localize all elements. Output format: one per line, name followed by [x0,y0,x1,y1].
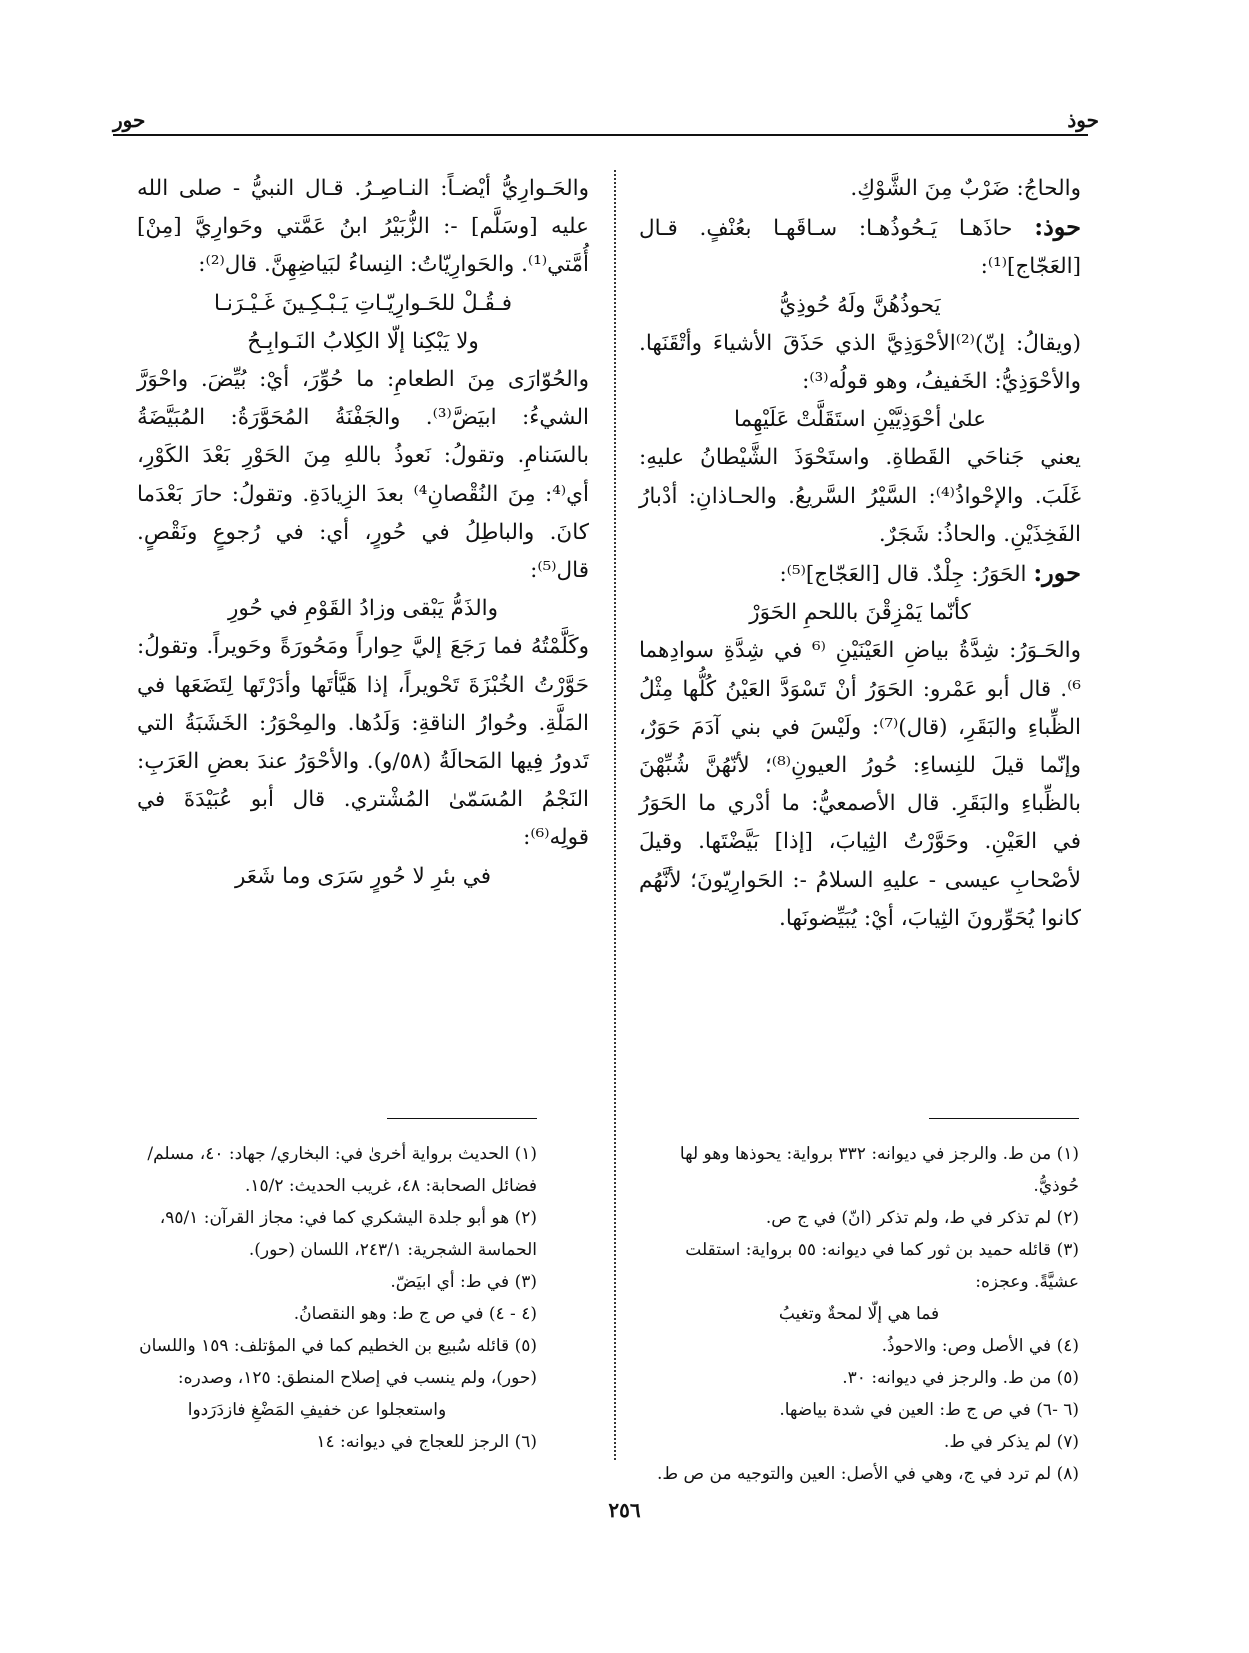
left-text-column [137,170,589,896]
footnote: (٨) لم ترد في ج، وهي في الأصل: العين والتوجيه من ص ط. [657,1464,1079,1484]
footnote: (٣) قائله حميد بن ثور كما في ديوانه: ٥٥ برواية: استقلت عشيَّةً. وعجزه: [685,1240,1079,1292]
verse-line: علىٰ أحْوَذِيَّيْنِ استَقَلَّتْ عَلَيْهِما [733,407,987,433]
column-separator [614,170,616,1460]
footnote: (٧) لم يذكر في ط. [943,1432,1079,1452]
entry-text: حاذَهـا يَـحُوذُهـا: سـاقَهـا بعُنْفٍ. قـال [العَجّاج]⁽¹⁾: [639,216,1081,280]
verse-line: فـقُـلْ للحَـوارِيّـاتِ يَـبْـكِـينَ غَـيْـرَنـا [213,290,513,316]
body-paragraph: والحُوّارَى مِنَ الطعامِ: ما حُوِّرَ، أيْ: بُيِّضَ. واحْوَرَّ الشيءُ: ابيَضَّ⁽³⁾. والجَفْنَةُ المُحَوَّرَةُ: المُبَيَّضَةُ بالسَنامِ. وتقولُ: نَعوذُ باللهِ مِنَ الحَوْرِ بَعْدَ الكَوْرِ، أي⁽⁴: مِنَ النُقْصانِ⁴⁾ بعدَ الزِيادَةِ. وتقولُ: حارَ بَعْدَما كانَ. والباطِلُ في حُورٍ، أي: في رُجوعٍ ونَقْصٍ. قال⁽⁵⁾: [137,367,589,584]
page-number: ٢٥٦ [608,1498,641,1522]
footnote: واستعجلوا عن خفيفِ المَضْغِ فازدَرَدوا [187,1400,447,1420]
entry-headword: حوذ: [1034,212,1081,242]
footnote: فما هي إلّا لمحةٌ وتغيبُ [778,1304,940,1324]
verse-line: والذَمُّ يَبْقى وزادُ القَوْمِ في حُورِ [227,596,499,622]
footnote: (١) الحديث برواية أخرىٰ في: البخاري/ جهاد: ٤٠، مسلم/ فضائل الصحابة: ٤٨، غريب الحديث: ١٥/٢. [147,1144,537,1196]
header-rule [113,134,1088,136]
right-footnotes [639,1138,1079,1490]
right-text-column [639,170,1081,938]
footnote: (٦) الرجز للعجاج في ديوانه: ١٤ [316,1432,537,1452]
verse-line: في بئرِ لا حُورٍ سَرَى وما شَعَر [235,863,491,889]
body-paragraph: (ويقالُ: إنّ)⁽²⁾الأحْوَذِيَّ الذي حَذَقَ الأشياءَ وأتْقَنَها. والأحْوَذِيُّ: الخَفيفُ، وهو قولُه⁽³⁾: [639,330,1082,395]
entry-text: الحَوَرُ: جِلْدٌ. قال [العَجّاج]⁽⁵⁾: [779,562,1034,588]
dictionary-entry [639,208,1081,286]
footnote: (٥) من ط. والرجز في ديوانه: ٣٠. [842,1368,1079,1388]
verse-line: كأنّما يَمْزِقْنَ باللحمِ الحَوَرْ [749,600,971,626]
verse-line: يَحوذُهُنَّ ولَهُ حُوذِيُّ [779,292,941,318]
footnote: (٤) في الأصل وص: والاحوذُ. [881,1336,1079,1356]
left-footnotes [97,1138,537,1458]
body-paragraph: والحاجُ: ضَرْبٌ مِنَ الشَّوْكِ. [850,176,1081,201]
dictionary-entry [639,554,1081,594]
footnote-rule-right [929,1118,1079,1119]
footnote: (٢) لم تذكر في ط، ولم تذكر (انّ) في ج ص. [765,1208,1079,1228]
footnote: (٥) قائله سُبيع بن الخطيم كما في المؤتلف: ١٥٩ واللسان (حور)، ولم ينسب في إصلاح المنطق: ١٢٥، وصدره: [139,1336,537,1388]
footnote: (٦ -٦) في ص ج ط: العين في شدة بياضها. [779,1400,1079,1420]
footnote-rule-left [387,1118,537,1119]
verse-line: ولا يَبْكِنا إلّا الكِلابُ النَـوابِـحُ [247,328,479,354]
footnote: (٢) هو أبو جلدة اليشكري كما في: مجاز القرآن: ٩٥/١، الحماسة الشجرية: ٢٤٣/١، اللسان (حور). [159,1208,537,1260]
body-paragraph: والحَـوارِيُّ أيْضـاً: النـاصِـرُ. قـال النبيُّ - صلى الله عليه [وسَلَّم] -: الزُّبَيْرُ ابنُ عَمَّتي وحَوارِيَّ [مِنْ] أُمَّتي⁽¹⁾. والحَوارِيّاتُ: النِساءُ لبَياضِهِنَّ. قال⁽²⁾: [137,176,589,278]
entry-headword: حور: [1033,558,1081,588]
body-paragraph: وكَلَّمْتُهُ فما رَجَعَ إليَّ حِواراً ومَحُورَةً وحَويراً. وتقولُ: حَوَّرْتُ الخُبْزَةَ تَحْويراً، إذا هَيَّأتَها وأدَرْتَها لِتَضَعَها في المَلَّةِ. وحُوارُ الناقةِ: وَلَدُها. والمِحْوَرُ: الخَشَبَةُ التي تَدورُ فِيها المَحالَةُ (٥٨/و). والأحْوَرُ عندَ بعضِ العَرَبِ: النَجْمُ المُسَمّىٰ المُشْتري. قال أبو عُبَيْدَةَ في قولِه⁽⁶⁾: [137,634,589,851]
footnote: (٣) في ط: أي ابيَضّ. [390,1272,537,1292]
body-paragraph: والحَـوَرُ: شِدَّةُ بياضِ العَيْنَيْنِ ⁽⁶ في شِدَّةِ سوادِهما ⁶⁾. قال أبو عَمْرو: الحَوَرُ أنْ تَسْوَدَّ العَيْنُ كُلُّها مِثْلُ الظِّباءِ والبَقَرِ، (قال)⁽⁷⁾: ولَيْسَ في بني آدَمَ حَوَرٌ، وإنّما قيلَ للنِساءِ: حُورُ العيونِ⁽⁸⁾؛ لأنّهُنَّ شُبِّهْنَ بالظِّباءِ والبَقَرِ. قال الأصمعيُّ: ما أدْري ما الحَوَرُ في العَيْنِ. وحَوَّرْتُ الثِيابَ، [إذا] بَيَّضْتَها. وقيلَ لأصْحابِ عيسى - عليهِ السلامُ -: الحَوارِيّونَ؛ لأنَّهُم كانوا يُحَوِّرونَ الثِيابَ، أيْ: يُبَيِّضونَها. [639,638,1082,931]
body-paragraph: يعني جَناحَي القَطاةِ. واستَحْوَذَ الشَّيْطانُ عليهِ: غَلَبَ. والإحْواذُ⁽⁴⁾: السَّيْرُ السَّريعُ. والحـاذانِ: أدْبارُ الفَخِذَيْنِ. والحاذُ: شَجَرٌ. [639,445,1081,547]
footnote: (١) من ط. والرجز في ديوانه: ٣٣٢ برواية: يحوذها وهو لها حُوذيُّ. [679,1144,1079,1196]
running-header-left: حور [113,108,146,132]
running-header-right: حوذ [1067,108,1099,132]
footnote: (٤ - ٤) في ص ج ط: وهو النقصانُ. [293,1304,537,1324]
